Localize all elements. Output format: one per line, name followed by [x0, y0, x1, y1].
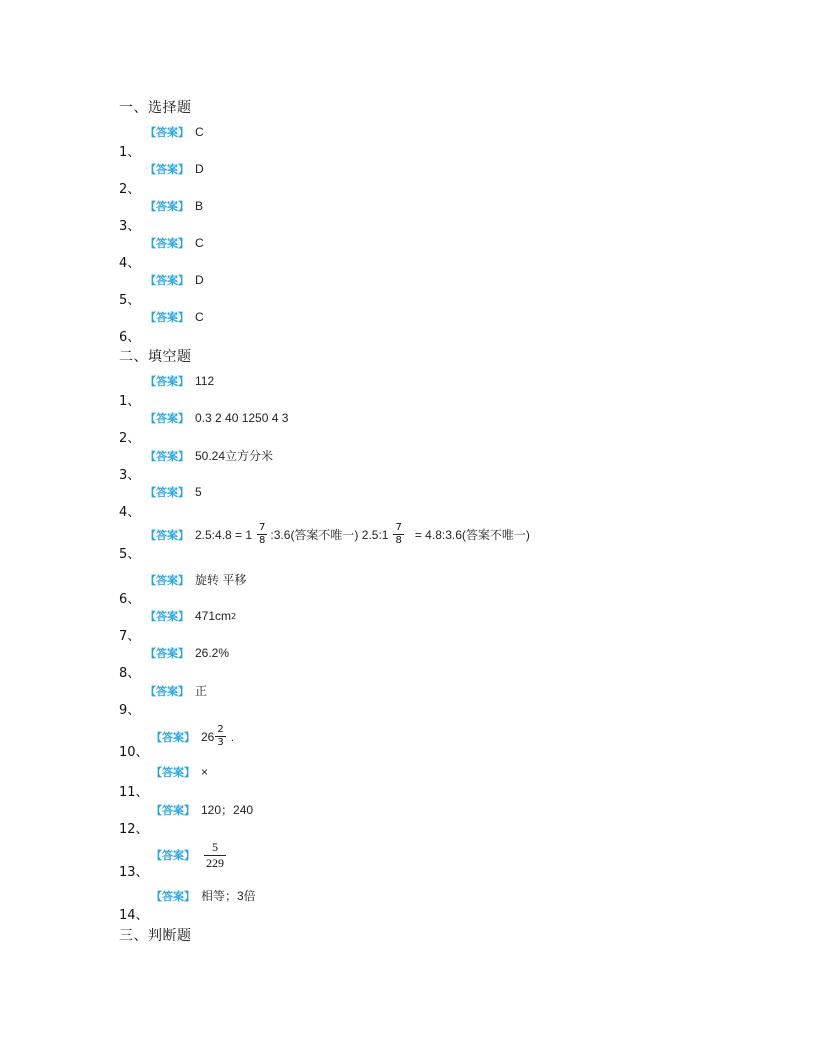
choice-item-4 — [119, 235, 719, 271]
fill-item-7 — [119, 608, 719, 644]
answer-tag: 【答案】 — [151, 889, 195, 903]
section-title-choice: 一、选择题 — [119, 100, 192, 116]
answer-value: C — [195, 125, 204, 139]
answer-tail: . — [230, 729, 235, 744]
fill-item-11 — [119, 764, 719, 800]
item-number: 3、 — [119, 219, 141, 234]
answer-value: C — [195, 310, 204, 324]
choice-item-3 — [119, 198, 719, 234]
answer-value: 正 — [195, 684, 208, 698]
item-number: 2、 — [119, 431, 141, 446]
fill-item-6 — [119, 571, 719, 607]
answer-value: D — [195, 162, 204, 176]
answer-tag: 【答案】 — [145, 200, 189, 213]
fill-item-2 — [119, 410, 719, 446]
answer-tag: 【答案】 — [145, 610, 189, 623]
fill-item-14 — [119, 887, 719, 923]
answer-tag: 【答案】 — [145, 126, 189, 139]
fill-item-12 — [119, 801, 719, 837]
item-number: 8、 — [119, 666, 141, 681]
answer-value: 50.24立方分米 — [195, 449, 274, 463]
fill-item-8 — [119, 645, 719, 681]
answer-tag: 【答案】 — [145, 163, 189, 176]
answer-value: C — [195, 236, 204, 250]
ratio-text-c: = 4.8:3.6(答案不唯一) — [414, 528, 530, 542]
item-number: 3、 — [119, 468, 141, 483]
answer-value: 120；240 — [201, 803, 254, 817]
item-number: 9、 — [119, 703, 141, 718]
answer-tag: 【答案】 — [145, 647, 189, 660]
item-number: 10、 — [119, 745, 149, 760]
answer-tag: 【答案】 — [151, 803, 195, 817]
fill-item-9 — [119, 682, 719, 718]
answer-tag: 【答案】 — [151, 766, 195, 779]
item-number: 6、 — [119, 592, 141, 607]
answer-value: 26.2% — [195, 646, 230, 660]
item-number: 2、 — [119, 182, 141, 197]
superscript: 2 — [231, 611, 237, 621]
item-number: 4、 — [119, 505, 141, 520]
item-number: 11、 — [119, 785, 149, 800]
choice-item-1 — [119, 124, 719, 160]
fill-item-10 — [119, 720, 719, 760]
answer-tag: 【答案】 — [151, 730, 195, 744]
item-number: 5、 — [119, 293, 141, 308]
answer-value: × — [201, 765, 209, 779]
answer-value: 112 — [195, 374, 215, 388]
mixed-number-whole: 26 — [201, 729, 215, 744]
item-number: 12、 — [119, 822, 149, 837]
fraction: $\frac{5}{229}$ — [206, 839, 224, 870]
item-number: 7、 — [119, 629, 141, 644]
ratio-text-b: :3.6(答案不唯一) 2.5:1 — [270, 528, 389, 542]
fill-item-13 — [119, 838, 719, 880]
choice-item-2 — [119, 161, 719, 197]
fraction: $\frac{7}{8}$ — [259, 522, 266, 546]
answer-value: 0.3 2 40 1250 4 3 — [195, 411, 289, 425]
answer-value: 471cm — [195, 609, 232, 623]
ratio-text-a: 2.5:4.8 = 1 — [195, 527, 253, 542]
item-number: 6、 — [119, 330, 141, 345]
answer-tag: 【答案】 — [145, 274, 189, 287]
answer-value: D — [195, 273, 204, 287]
fill-item-3 — [119, 447, 719, 483]
item-number: 4、 — [119, 256, 141, 271]
answer-value: 5 — [195, 485, 202, 499]
item-number: 1、 — [119, 394, 141, 409]
answer-tag: 【答案】 — [145, 449, 189, 463]
answer-tag: 【答案】 — [145, 375, 189, 388]
item-number: 1、 — [119, 145, 141, 160]
fill-item-4 — [119, 484, 719, 520]
answer-tag: 【答案】 — [145, 311, 189, 324]
item-number: 5、 — [119, 547, 141, 562]
answer-value: B — [195, 199, 204, 213]
fill-item-1 — [119, 373, 719, 409]
fill-item-5 — [119, 522, 719, 562]
answer-tag: 【答案】 — [145, 684, 189, 698]
answer-tag: 【答案】 — [145, 237, 189, 250]
answer-tag: 【答案】 — [145, 528, 189, 542]
choice-item-6 — [119, 309, 719, 345]
answer-value: 相等；3倍 — [201, 889, 256, 903]
fraction: $\frac{2}{3}$ — [217, 724, 224, 748]
section-title-fill: 二、填空题 — [119, 349, 192, 365]
answer-tag: 【答案】 — [145, 573, 189, 587]
item-number: 13、 — [119, 865, 149, 880]
fraction: $\frac{7}{8}$ — [395, 522, 402, 546]
item-number: 14、 — [119, 908, 149, 923]
answer-tag: 【答案】 — [145, 486, 189, 499]
answer-tag: 【答案】 — [145, 412, 189, 425]
section-title-judge: 三、判断题 — [119, 928, 192, 944]
choice-item-5 — [119, 272, 719, 308]
answer-value: 旋转 平移 — [195, 573, 247, 587]
answer-tag: 【答案】 — [151, 849, 195, 862]
